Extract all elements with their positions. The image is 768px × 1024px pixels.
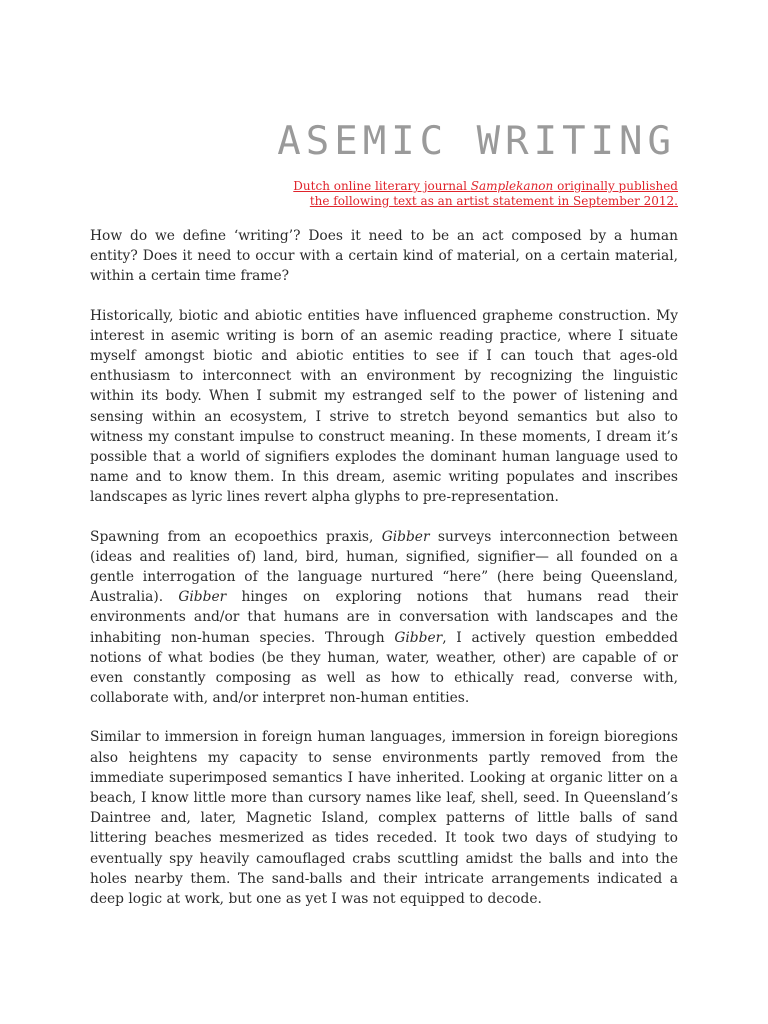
paragraph-3 — [90, 527, 678, 709]
journal-name: Samplekanon — [470, 179, 554, 193]
book-title-gibber: Gibber — [381, 528, 430, 545]
book-title-gibber: Gibber — [394, 629, 443, 646]
paragraph-1: How do we define ‘writing’? Does it need to be an act composed by a human entity? Does it need to occur with a certain kind of material, on a certain material, within a certain time frame? — [90, 228, 678, 285]
paragraph-3-part-d: , I actively question embedded notions of what bodies (be they human, water, weather, other) are capable of or even constantly composing as well as how to ethically read, converse with, collaborate with, and/or interpret non-human entities. — [90, 629, 678, 707]
publication-note-text: Dutch online literary journal — [293, 179, 471, 193]
article-body — [90, 226, 678, 928]
paragraph-3-part-c: hinges on exploring notions that humans read their environments and/or that humans are in conversation with landscapes and the inhabiting non-human species. Through — [90, 589, 679, 646]
book-title-gibber: Gibber — [178, 589, 227, 606]
publication-note — [278, 179, 678, 209]
publication-note-text-end: originally published the following text as an artist statement in September 2012. — [309, 179, 678, 208]
paragraph-3-part-a: Spawning from an ecopoethics praxis, — [90, 528, 382, 545]
paragraph-2: Historically, biotic and abiotic entities have influenced grapheme construction. My interest in asemic writing is born of an asemic reading practice, where I situate myself amongst biotic and abiotic entities to see if I can touch that ages-old enthusiasm to interconnect with an environment by recognizing the linguistic within its body. When I submit my estranged self to the power of listening and sensing within an ecosystem, I strive to stretch beyond semantics but also to witness my constant impulse to construct meaning. In these moments, I dream it’s possible that a world of signifiers explodes the dominant human language used to name and to know them. In this dream, asemic writing populates and inscribes landscapes as lyric lines revert alpha glyphs to pre-representation. — [90, 307, 678, 506]
page-title: ASEMIC WRITING — [277, 119, 676, 164]
paragraph-3-part-b: surveys interconnection between (ideas and realities of) land, bird, human, signified, signifier— all founded on a gentle interrogation of the language nurtured “here” (here being Queensland, Australia). — [90, 528, 678, 606]
paragraph-4: Similar to immersion in foreign human languages, immersion in foreign bioregions also heightens my capacity to sense environments partly removed from the immediate superimposed semantics I have inherited. Looking at organic litter on a beach, I know little more than cursory names like leaf, shell, seed. In Queensland’s Daintree and, later, Magnetic Island, complex patterns of little balls of sand littering beaches mesmerized as tides receded. It took two days of studying to eventually spy heavily camouflaged crabs scuttling amidst the balls and into the holes nearby them. The sand-balls and their intricate arrangements indicated a deep logic at work, but one as yet I was not equipped to decode. — [90, 729, 678, 908]
